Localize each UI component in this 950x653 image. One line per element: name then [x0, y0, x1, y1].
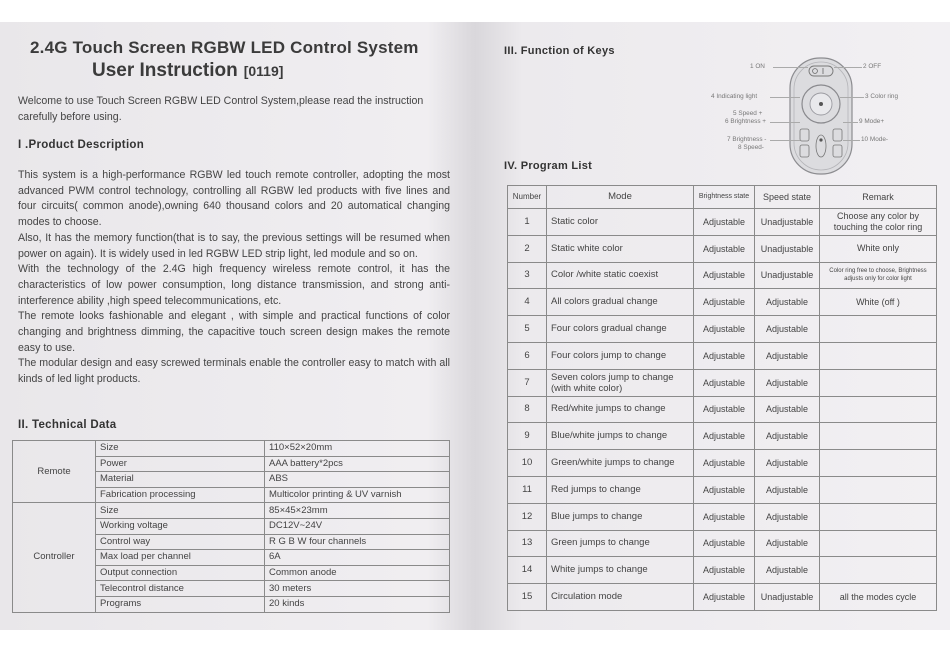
- program-number: 1: [508, 209, 547, 236]
- program-speed: Adjustable: [755, 503, 820, 530]
- controller-group-label: Controller: [13, 503, 96, 612]
- program-mode: Four colors gradual change: [547, 316, 694, 343]
- table-row: [508, 262, 937, 289]
- program-speed: Adjustable: [755, 289, 820, 316]
- manual-sheet: [0, 22, 950, 630]
- program-remark: [820, 423, 937, 450]
- program-speed: Adjustable: [755, 557, 820, 584]
- spec-value: DC12V~24V: [265, 518, 450, 534]
- program-speed: Unadjustable: [755, 209, 820, 236]
- program-mode: Four colors jump to change: [547, 342, 694, 369]
- spec-value: 20 kinds: [265, 596, 450, 612]
- program-mode: Green jumps to change: [547, 530, 694, 557]
- program-mode: Red/white jumps to change: [547, 396, 694, 423]
- key-label-brightness-minus: 7 Brightness -: [727, 136, 767, 143]
- program-number: 9: [508, 423, 547, 450]
- program-number: 14: [508, 557, 547, 584]
- program-number: 2: [508, 235, 547, 262]
- table-row: [508, 476, 937, 503]
- leader-line: [840, 97, 864, 98]
- program-brightness: Adjustable: [694, 476, 755, 503]
- table-row: [508, 235, 937, 262]
- program-speed: Adjustable: [755, 316, 820, 343]
- description-paragraph: This system is a high-performance RGBW led touch remote controller, adopting the most advanced PWM control technology, controlling all RGBW led products with five lines and four circuits( common anode),owning 640 thousand colors and 20 automatical changing modes to choose.: [18, 169, 450, 229]
- program-number: 6: [508, 342, 547, 369]
- table-row: [508, 289, 937, 316]
- program-remark: [820, 316, 937, 343]
- table-row: [508, 342, 937, 369]
- program-brightness: Adjustable: [694, 316, 755, 343]
- key-label-off: 2 OFF: [863, 63, 882, 70]
- program-brightness: Adjustable: [694, 342, 755, 369]
- leader-line: [843, 140, 860, 141]
- program-mode: Static color: [547, 209, 694, 236]
- program-mode: Blue/white jumps to change: [547, 423, 694, 450]
- section-4-heading: IV. Program List: [504, 160, 593, 172]
- right-page: [478, 22, 950, 630]
- program-brightness: Adjustable: [694, 396, 755, 423]
- program-mode: Green/white jumps to change: [547, 450, 694, 477]
- program-brightness: Adjustable: [694, 584, 755, 611]
- description-paragraph: Also, It has the memory function(that is to say, the previous settings will be resumed when power on again). It is widely used in led RGBW LED strip light, led module and so on.: [18, 231, 450, 260]
- spec-value: 110×52×20mm: [265, 441, 450, 457]
- program-remark: [820, 450, 937, 477]
- program-speed: Adjustable: [755, 369, 820, 396]
- spec-key: Size: [96, 441, 265, 457]
- program-mode: Color /white static coexist: [547, 262, 694, 289]
- technical-data-table: [12, 440, 450, 613]
- program-remark: [820, 476, 937, 503]
- table-row: [508, 557, 937, 584]
- table-row: [13, 503, 450, 519]
- program-speed: Adjustable: [755, 476, 820, 503]
- program-mode: Seven colors jump to change (with white color): [547, 369, 694, 396]
- program-remark: [820, 369, 937, 396]
- program-brightness: Adjustable: [694, 369, 755, 396]
- program-remark: White only: [820, 235, 937, 262]
- spec-key: Material: [96, 472, 265, 488]
- program-number: 13: [508, 530, 547, 557]
- program-number: 15: [508, 584, 547, 611]
- spec-key: Programs: [96, 596, 265, 612]
- key-label-indicating: 4 Indicating light: [711, 93, 758, 100]
- key-label-brightness-plus: 6 Brightness +: [725, 118, 767, 125]
- spec-value: 85×45×23mm: [265, 503, 450, 519]
- title-code: [0119]: [243, 63, 284, 79]
- spec-value: 30 meters: [265, 581, 450, 597]
- description-paragraph: The modular design and easy screwed terminals enable the controller easy to match with all kinds of led light products.: [18, 357, 450, 386]
- key-label-speed-minus: 8 Speed-: [738, 144, 764, 151]
- program-remark: [820, 396, 937, 423]
- spec-value: R G B W four channels: [265, 534, 450, 550]
- table-row: [508, 369, 937, 396]
- col-header-brightness: Brightness state: [694, 186, 755, 209]
- program-brightness: Adjustable: [694, 557, 755, 584]
- program-list-table: [507, 185, 937, 611]
- program-remark: Color ring free to choose, Brightness adjusts only for color light: [820, 262, 937, 289]
- leader-line: [770, 97, 800, 98]
- program-brightness: Adjustable: [694, 423, 755, 450]
- spec-key: Telecontrol distance: [96, 581, 265, 597]
- remote-group-label: Remote: [13, 441, 96, 503]
- program-remark: [820, 342, 937, 369]
- section-3-heading: III. Function of Keys: [504, 45, 615, 57]
- program-number: 10: [508, 450, 547, 477]
- spec-key: Max load per channel: [96, 550, 265, 566]
- title-line-1: 2.4G Touch Screen RGBW LED Control System: [30, 38, 419, 57]
- col-header-number: Number: [508, 186, 547, 209]
- program-number: 7: [508, 369, 547, 396]
- program-number: 4: [508, 289, 547, 316]
- program-speed: Unadjustable: [755, 235, 820, 262]
- program-remark: [820, 530, 937, 557]
- program-number: 11: [508, 476, 547, 503]
- program-mode: Static white color: [547, 235, 694, 262]
- program-speed: Adjustable: [755, 342, 820, 369]
- table-row: [13, 441, 450, 457]
- col-header-mode: Mode: [547, 186, 694, 209]
- program-speed: Unadjustable: [755, 584, 820, 611]
- program-speed: Adjustable: [755, 530, 820, 557]
- program-speed: Adjustable: [755, 423, 820, 450]
- program-mode: All colors gradual change: [547, 289, 694, 316]
- section-2-heading: II. Technical Data: [18, 419, 117, 431]
- title-line-2: [92, 60, 283, 82]
- table-row: [508, 209, 937, 236]
- program-brightness: Adjustable: [694, 450, 755, 477]
- spec-key: Size: [96, 503, 265, 519]
- welcome-text: Welcome to use Touch Screen RGBW LED Control System,please read the instruction carefully before using.: [18, 95, 424, 123]
- table-row: [508, 396, 937, 423]
- program-mode: White jumps to change: [547, 557, 694, 584]
- table-header-row: [508, 186, 937, 209]
- program-mode: Red jumps to change: [547, 476, 694, 503]
- key-label-color-ring: 3 Color ring: [865, 93, 899, 100]
- program-brightness: Adjustable: [694, 503, 755, 530]
- program-speed: Adjustable: [755, 450, 820, 477]
- spec-value: 6A: [265, 550, 450, 566]
- remote-diagram: [698, 54, 948, 184]
- key-label-mode-minus: 10 Mode-: [861, 136, 888, 143]
- section-1-heading: I .Product Description: [18, 139, 145, 151]
- program-number: 3: [508, 262, 547, 289]
- spec-key: Fabrication processing: [96, 487, 265, 503]
- program-number: 5: [508, 316, 547, 343]
- program-remark: Choose any color by touching the color ring: [820, 209, 937, 236]
- key-label-speed-plus: 5 Speed +: [733, 110, 763, 117]
- table-row: [508, 584, 937, 611]
- program-remark: all the modes cycle: [820, 584, 937, 611]
- leader-line: [770, 140, 800, 141]
- leader-line: [770, 122, 800, 123]
- program-brightness: Adjustable: [694, 262, 755, 289]
- title-main: User Instruction: [92, 60, 238, 81]
- leader-line: [773, 67, 808, 68]
- spec-value: Common anode: [265, 565, 450, 581]
- program-number: 12: [508, 503, 547, 530]
- key-label-on: 1 ON: [750, 63, 765, 70]
- spec-key: Working voltage: [96, 518, 265, 534]
- program-mode: Circulation mode: [547, 584, 694, 611]
- program-number: 8: [508, 396, 547, 423]
- table-row: [508, 316, 937, 343]
- spec-value: ABS: [265, 472, 450, 488]
- key-label-mode-plus: 9 Mode+: [859, 118, 885, 125]
- col-header-remark: Remark: [820, 186, 937, 209]
- col-header-speed: Speed state: [755, 186, 820, 209]
- description-paragraph: With the technology of the 2.4G high frequency wireless remote control, it has the characteristics of low power consumption, long distance transmission, and strong anti-interference ability ,high speed telecommunications, etc.: [18, 263, 450, 307]
- left-page: [0, 22, 470, 630]
- spec-key: Output connection: [96, 565, 265, 581]
- program-remark: [820, 557, 937, 584]
- description-paragraph: The remote looks fashionable and elegant , with simple and practical functions of color changing and brightness dimming, the capacitive touch screen design makes the remote easy to use.: [18, 310, 450, 354]
- table-row: [508, 450, 937, 477]
- spec-value: Multicolor printing & UV varnish: [265, 487, 450, 503]
- program-speed: Adjustable: [755, 396, 820, 423]
- program-brightness: Adjustable: [694, 209, 755, 236]
- product-description: [18, 168, 450, 388]
- table-row: [508, 503, 937, 530]
- program-remark: White (off ): [820, 289, 937, 316]
- program-mode: Blue jumps to change: [547, 503, 694, 530]
- program-brightness: Adjustable: [694, 235, 755, 262]
- program-brightness: Adjustable: [694, 289, 755, 316]
- table-row: [508, 423, 937, 450]
- program-remark: [820, 503, 937, 530]
- spec-key: Power: [96, 456, 265, 472]
- table-row: [508, 530, 937, 557]
- leader-line: [834, 67, 862, 68]
- spec-key: Control way: [96, 534, 265, 550]
- spec-value: AAA battery*2pcs: [265, 456, 450, 472]
- program-brightness: Adjustable: [694, 530, 755, 557]
- leader-line: [843, 122, 858, 123]
- program-speed: Unadjustable: [755, 262, 820, 289]
